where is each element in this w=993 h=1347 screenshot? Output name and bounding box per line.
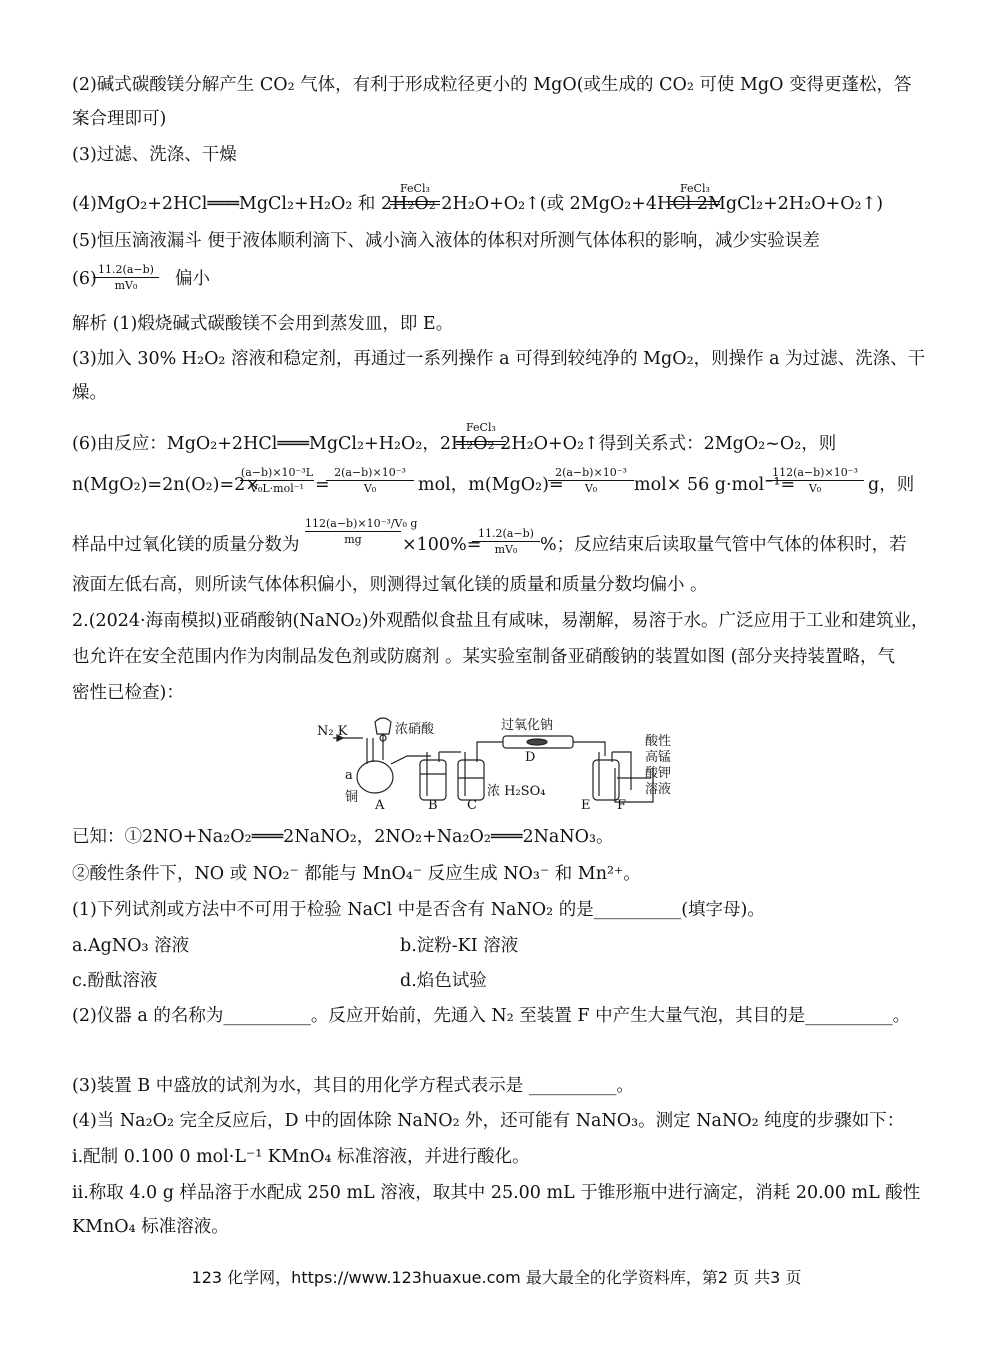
copper-label: 铜 bbox=[345, 790, 359, 805]
step-3: KMnO₄ 标准溶液。 bbox=[72, 1217, 229, 1237]
fraction-1 bbox=[240, 466, 314, 495]
question-2-line3: 密性已检查)： bbox=[72, 683, 184, 703]
fraction-bar bbox=[766, 480, 864, 481]
option-b: b.淀粉-KI 溶液 bbox=[400, 936, 519, 956]
analysis-line1: 解析 (1)煅烧碱式碳酸镁不会用到蒸发皿，即 E。 bbox=[72, 314, 454, 334]
conc-nitric-acid-label: 浓硝酸 bbox=[395, 722, 435, 737]
answer-6-fraction bbox=[93, 263, 159, 292]
kmno4-label-1: 酸性 bbox=[645, 734, 672, 749]
reaction-arrow-3-lower bbox=[456, 444, 506, 445]
instrument-a-label: a bbox=[345, 768, 353, 783]
fraction-numerator: 11.2(a−b) bbox=[478, 527, 534, 540]
analysis-line7: 液面左低右高，则所读气体体积偏小，则测得过氧化镁的质量和质量分数均偏小 。 bbox=[72, 575, 708, 595]
analysis-line6-a: 样品中过氧化镁的质量分数为 bbox=[72, 535, 300, 555]
fraction-denominator: V₀ bbox=[584, 482, 598, 495]
apparatus-diagram bbox=[315, 712, 685, 814]
fraction-2 bbox=[326, 466, 414, 495]
option-a: a.AgNO₃ 溶液 bbox=[72, 936, 190, 956]
page-footer: 123 化学网，https://www.123huaxue.com 最大最全的化学资料库，第2 页 共3 页 bbox=[191, 1268, 802, 1287]
n2-k-label: N₂ K bbox=[317, 724, 348, 739]
reaction-arrow bbox=[390, 201, 440, 202]
fraction-bar bbox=[326, 480, 414, 481]
fraction-bar bbox=[472, 541, 540, 542]
reaction-arrow-lower bbox=[390, 204, 440, 205]
kmno4-label-2: 高锰 bbox=[645, 750, 672, 765]
analysis-line6-c: %；反应结束后读取量气管中气体的体积时，若 bbox=[540, 535, 907, 555]
answer-6-prefix: (6) bbox=[72, 269, 97, 289]
option-c: c.酚酞溶液 bbox=[72, 971, 158, 991]
catalyst-label-3: FeCl₃ bbox=[466, 421, 496, 434]
answer-3: (3)过滤、洗涤、干燥 bbox=[72, 145, 237, 165]
fraction-denominator: mV₀ bbox=[114, 279, 138, 292]
analysis-line6-b: ×100%= bbox=[402, 535, 482, 555]
equals-sign: = bbox=[315, 475, 330, 495]
answer-5: (5)恒压滴液漏斗 便于液体顺利滴下、减小滴入液体的体积对所测气体体积的影响，减少实验误差 bbox=[72, 231, 820, 251]
label-C: C bbox=[467, 798, 477, 813]
answer-6-suffix: 偏小 bbox=[175, 269, 210, 289]
known-1: 已知：①2NO+Na₂O₂═══2NaNO₂，2NO₂+Na₂O₂═══2NaNO₃。 bbox=[72, 827, 614, 847]
fraction-numerator: 11.2(a−b) bbox=[98, 263, 154, 276]
fraction-denominator: V₀ bbox=[363, 482, 377, 495]
analysis-line5-d: g，则 bbox=[868, 475, 915, 495]
option-d: d.焰色试验 bbox=[400, 971, 487, 991]
question-2-line1: 2.(2024·海南模拟)亚硝酸钠(NaNO₂)外观酷似食盐且有咸味，易潮解，易溶于水。广泛应用于工业和建筑业， bbox=[72, 611, 929, 631]
step-2: ⅱ.称取 4.0 g 样品溶于水配成 250 mL 溶液，取其中 25.00 mL 于锥形瓶中进行滴定，消耗 20.00 mL 酸性 bbox=[72, 1183, 921, 1203]
reaction-arrow-3 bbox=[456, 441, 506, 442]
answer-2-line2: 案合理即可) bbox=[72, 109, 167, 129]
fraction-bar bbox=[93, 277, 159, 278]
fraction-5 bbox=[305, 517, 418, 546]
fraction-denominator: mV₀ bbox=[494, 543, 518, 556]
fraction-numerator: 2(a−b)×10⁻³ bbox=[555, 466, 627, 479]
answer-2-line1: (2)碱式碳酸镁分解产生 CO₂ 气体，有利于形成粒径更小的 MgO(或生成的 CO₂ 可使 MgO 变得更蓬松，答 bbox=[72, 75, 912, 95]
analysis-line5-c: mol× 56 g·mol⁻¹= bbox=[634, 475, 796, 495]
fraction-3 bbox=[548, 466, 634, 495]
analysis-line3: 燥。 bbox=[72, 383, 107, 403]
label-E: E bbox=[581, 798, 591, 813]
sodium-peroxide-label: 过氧化钠 bbox=[501, 718, 554, 733]
reaction-arrow-2-lower bbox=[670, 204, 720, 205]
fraction-bar bbox=[548, 480, 634, 481]
fraction-numerator: 2(a−b)×10⁻³ bbox=[334, 466, 406, 479]
sub-question-2: (2)仪器 a 的名称为__________。反应开始前，先通入 N₂ 至装置 F 中产生大量气泡，其目的是__________。 bbox=[72, 1006, 911, 1026]
analysis-line2: (3)加入 30% H₂O₂ 溶液和稳定剂，再通过一系列操作 a 可得到较纯净的 MgO₂，则操作 a 为过滤、洗涤、干 bbox=[72, 349, 926, 369]
label-B: B bbox=[428, 798, 438, 813]
catalyst-label: FeCl₃ bbox=[400, 182, 430, 195]
fraction-denominator: V₀ bbox=[808, 482, 822, 495]
kmno4-label-4: 溶液 bbox=[645, 782, 672, 797]
fraction-bar bbox=[240, 480, 314, 481]
conc-h2so4-label: 浓 H₂SO₄ bbox=[487, 784, 546, 799]
question-2-line2: 也允许在安全范围内作为肉制品发色剂或防腐剂 。某实验室制备亚硝酸钠的装置如图 (部分夹持装置略，气 bbox=[72, 647, 895, 667]
fraction-denominator: mg bbox=[344, 533, 362, 546]
fraction-6 bbox=[472, 527, 540, 556]
sub-question-4: (4)当 Na₂O₂ 完全反应后，D 中的固体除 NaNO₂ 外，还可能有 NaNO₃。测定 NaNO₂ 纯度的步骤如下： bbox=[72, 1111, 905, 1131]
label-D: D bbox=[525, 750, 536, 765]
fraction-numerator: 112(a−b)×10⁻³ bbox=[772, 466, 858, 479]
label-A: A bbox=[375, 798, 385, 813]
fraction-denominator: V₀L·mol⁻¹ bbox=[250, 482, 304, 495]
fraction-numerator: (a−b)×10⁻³L bbox=[240, 466, 314, 479]
known-2: ②酸性条件下，NO 或 NO₂⁻ 都能与 MnO₄⁻ 反应生成 NO₃⁻ 和 Mn²⁺。 bbox=[72, 864, 641, 884]
step-1: ⅰ.配制 0.100 0 mol·L⁻¹ KMnO₄ 标准溶液，并进行酸化。 bbox=[72, 1147, 530, 1167]
analysis-line5-b: mol，m(MgO₂)= bbox=[418, 475, 564, 495]
label-F: F bbox=[617, 798, 627, 813]
reaction-arrow-2 bbox=[670, 201, 720, 202]
fraction-bar bbox=[305, 531, 401, 532]
sub-question-3: (3)装置 B 中盛放的试剂为水，其目的用化学方程式表示是 __________。 bbox=[72, 1076, 634, 1096]
fraction-4 bbox=[766, 466, 864, 495]
answer-4: (4)MgO₂+2HCl═══MgCl₂+H₂O₂ 和 2H₂O₂ 2H₂O+O₂↑(或 2MgO₂+4HCl 2MgCl₂+2H₂O+O₂↑) bbox=[72, 194, 884, 214]
analysis-line5-a: n(MgO₂)=2n(O₂)=2× bbox=[72, 475, 260, 495]
sub-question-1: (1)下列试剂或方法中不可用于检验 NaCl 中是否含有 NaNO₂ 的是__________(填字母)。 bbox=[72, 900, 765, 920]
kmno4-label-3: 酸钾 bbox=[645, 766, 672, 781]
fraction-numerator: 112(a−b)×10⁻³/V₀ g bbox=[305, 517, 418, 530]
catalyst-label-2: FeCl₃ bbox=[680, 182, 710, 195]
analysis-line4: (6)由反应：MgO₂+2HCl═══MgCl₂+H₂O₂，2H₂O₂ 2H₂O+O₂↑得到关系式：2MgO₂~O₂，则 bbox=[72, 434, 837, 454]
